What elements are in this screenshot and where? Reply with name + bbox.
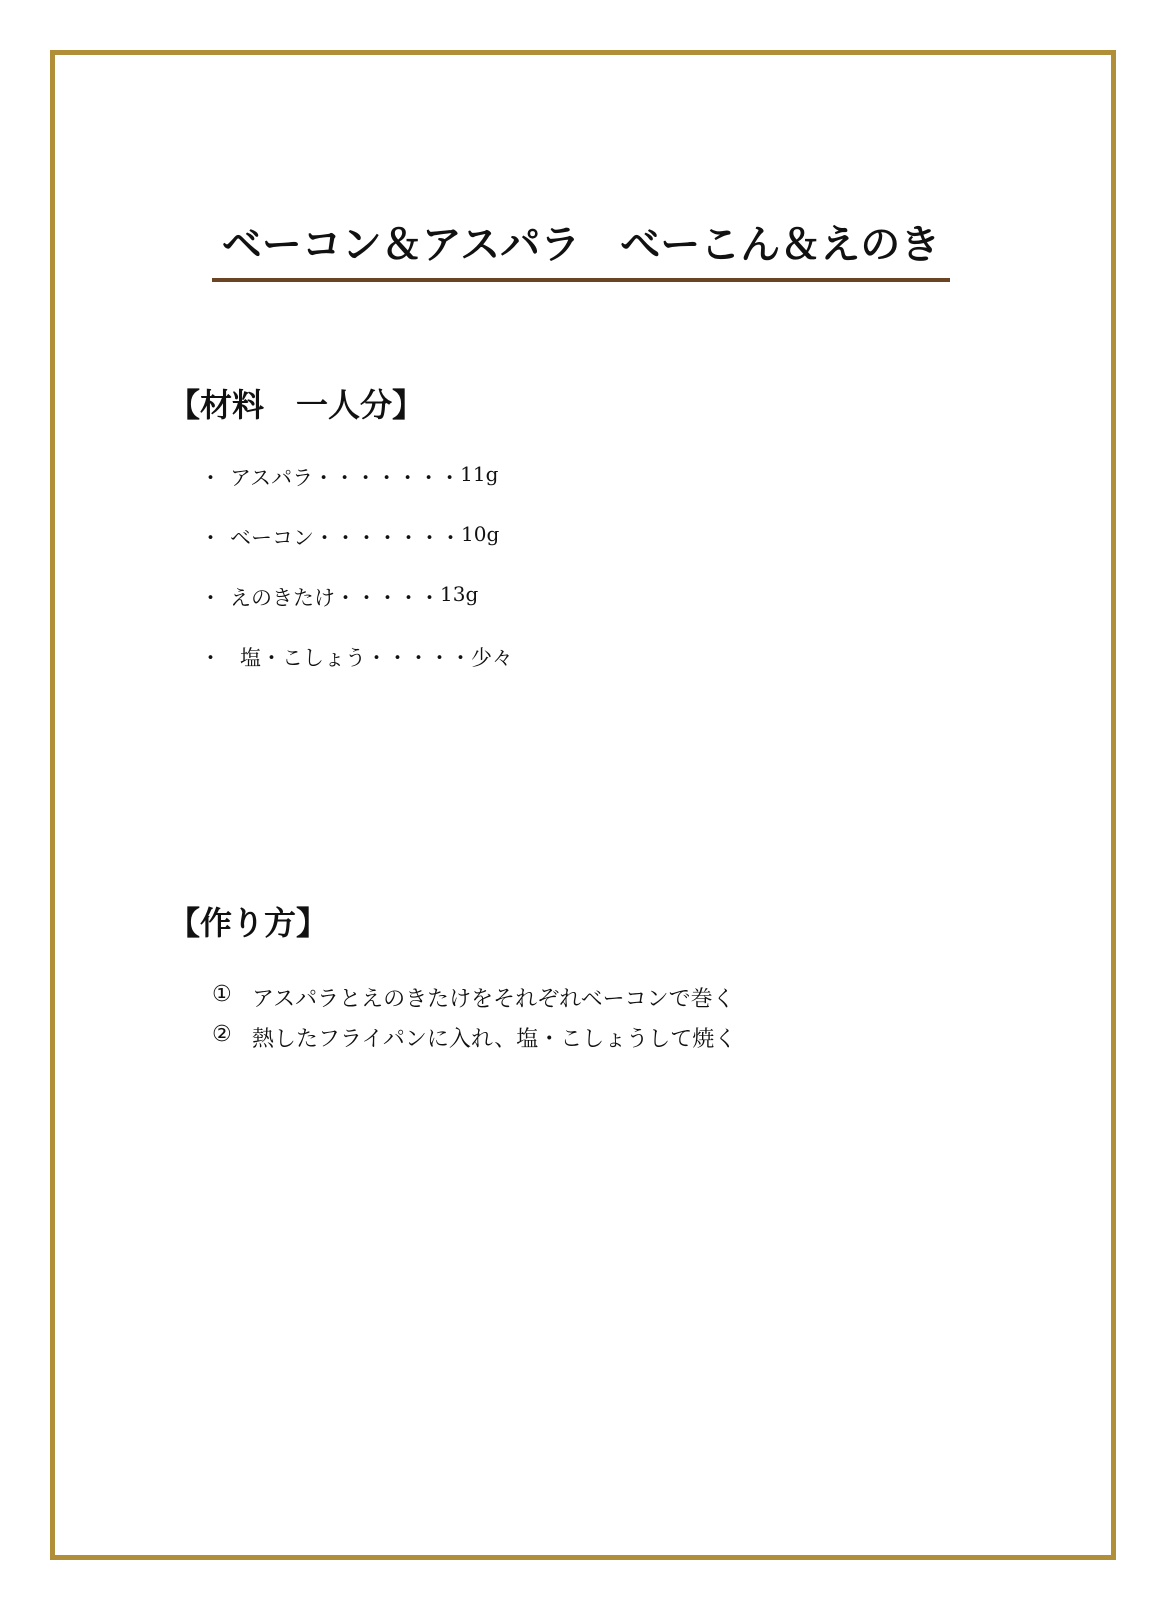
page-border xyxy=(50,50,1116,1560)
ingredient-item xyxy=(200,522,513,582)
step-text: アスパラとえのきたけをそれぞれベーコンで巻く xyxy=(252,987,735,1012)
list-bullet: ・ xyxy=(200,526,221,550)
ingredient-quantity: 13g xyxy=(440,582,479,606)
ingredients-list xyxy=(200,462,513,702)
ingredient-quantity: 少々 xyxy=(471,646,513,670)
ingredient-item xyxy=(200,642,513,702)
list-bullet: ・ xyxy=(200,586,221,610)
ingredient-item xyxy=(200,462,513,522)
step-number: ① xyxy=(212,982,232,1007)
ingredient-name: えのきたけ・・・・・ xyxy=(230,586,440,610)
list-bullet: ・ xyxy=(200,466,221,490)
steps-list xyxy=(212,982,736,1062)
list-bullet: ・ xyxy=(200,646,221,670)
step-number: ② xyxy=(212,1022,232,1047)
ingredient-name: 塩・こしょう・・・・・ xyxy=(240,646,471,670)
ingredients-heading: 【材料 一人分】 xyxy=(168,386,425,424)
ingredient-name: アスパラ・・・・・・・ xyxy=(230,466,461,490)
step-item xyxy=(212,1022,736,1062)
ingredient-item xyxy=(200,582,513,642)
step-item xyxy=(212,982,736,1022)
recipe-title: ベーコン＆アスパラ べーこん＆えのき xyxy=(221,222,941,268)
step-text: 熱したフライパンに入れ、塩・こしょうして焼く xyxy=(252,1027,737,1052)
method-heading: 【作り方】 xyxy=(168,904,329,942)
ingredient-name: ベーコン・・・・・・・ xyxy=(230,526,461,550)
title-underline xyxy=(212,278,950,282)
ingredient-quantity: 10g xyxy=(461,522,500,546)
ingredient-quantity: 11g xyxy=(460,462,499,486)
